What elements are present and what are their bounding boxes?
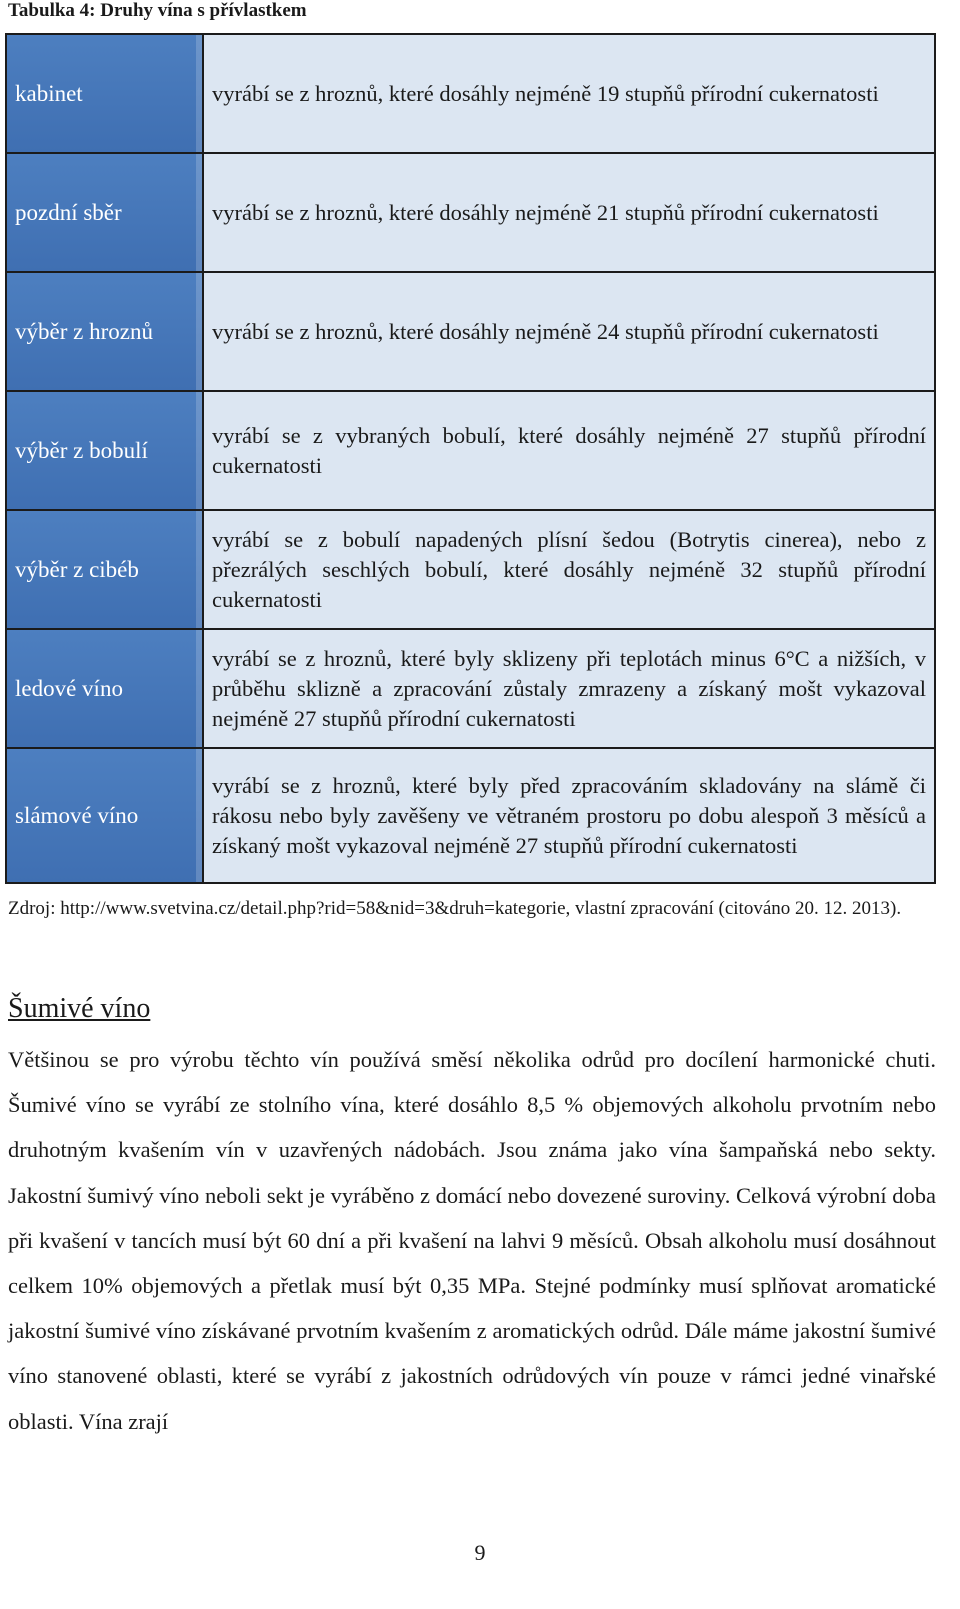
table-row xyxy=(6,391,935,510)
wine-desc-cell: vyrábí se z hroznů, které byly sklizeny při teplotách minus 6°C a nižších, v průběhu sklizně a zpracování zůstaly zmrazeny a získaný mošt vykazoval nejméně 27 stupňů přírodní cukernatosti xyxy=(203,629,935,748)
wine-name-cell: výběr z hroznů xyxy=(6,272,203,391)
wine-desc-cell: vyrábí se z bobulí napadených plísní šedou (Botrytis cinerea), nebo z přezrálých seschlých bobulí, které dosáhly nejméně 32 stupňů přírodní cukernatosti xyxy=(203,510,935,629)
section-heading: Šumivé víno xyxy=(8,993,151,1024)
wine-name-cell: výběr z bobulí xyxy=(6,391,203,510)
body-paragraph: Většinou se pro výrobu těchto vín používá směsí několika odrůd pro docílení harmonické chuti. Šumivé víno se vyrábí ze stolního vína, které dosáhlo 8,5 % objemových alkoholu prvotním nebo druhotným kvašením vín v uzavřených nádobách. Jsou známa jako vína šampaňská nebo sekty. Jakostní šumivý víno neboli sekt je vyráběno z domácí nebo dovezené suroviny. Celková výrobní doba při kvašení v tancích musí být 60 dní a při kvašení na lahvi 9 měsíců. Obsah alkoholu musí dosáhnout celkem 10% objemových a přetlak musí být 0,35 MPa. Stejné podmínky musí splňovat aromatické jakostní šumivé víno získávané prvotním kvašením z aromatických odrůd. Dále máme jakostní šumivé víno stanovené oblasti, které se vyrábí z jakostních odrůdových vín pouze v rámci jedné vinařské oblasti. Vína zrají xyxy=(8,1047,936,1434)
table-row xyxy=(6,153,935,272)
wine-name-cell: pozdní sběr xyxy=(6,153,203,272)
wine-name-cell: kabinet xyxy=(6,34,203,153)
wine-name-cell: slámové víno xyxy=(6,748,203,883)
wine-desc-cell: vyrábí se z hroznů, které dosáhly nejméně 21 stupňů přírodní cukernatosti xyxy=(203,153,935,272)
table-row xyxy=(6,629,935,748)
wine-name-cell: ledové víno xyxy=(6,629,203,748)
table-row xyxy=(6,510,935,629)
wine-desc-cell: vyrábí se z hroznů, které byly před zpracováním skladovány na slámě či rákosu nebo byly zavěšeny ve větraném prostoru po dobu alespoň 3 měsíců a získaný mošt vykazoval nejméně 27 stupňů přírodní cukernatosti xyxy=(203,748,935,883)
table-caption: Tabulka 4: Druhy vína s přívlastkem xyxy=(8,0,307,21)
table-row xyxy=(6,272,935,391)
wine-name-cell: výběr z cibéb xyxy=(6,510,203,629)
table-row xyxy=(6,34,935,153)
wine-types-table xyxy=(5,33,936,884)
table-row xyxy=(6,748,935,883)
page-number: 9 xyxy=(474,1540,486,1565)
wine-desc-cell: vyrábí se z hroznů, které dosáhly nejméně 24 stupňů přírodní cukernatosti xyxy=(203,272,935,391)
table-source-note: Zdroj: http://www.svetvina.cz/detail.php?rid=58&nid=3&druh=kategorie, vlastní zpracování (citováno 20. 12. 2013). xyxy=(8,898,902,919)
wine-desc-cell: vyrábí se z hroznů, které dosáhly nejméně 19 stupňů přírodní cukernatosti xyxy=(203,34,935,153)
wine-desc-cell: vyrábí se z vybraných bobulí, které dosáhly nejméně 27 stupňů přírodní cukernatosti xyxy=(203,391,935,510)
